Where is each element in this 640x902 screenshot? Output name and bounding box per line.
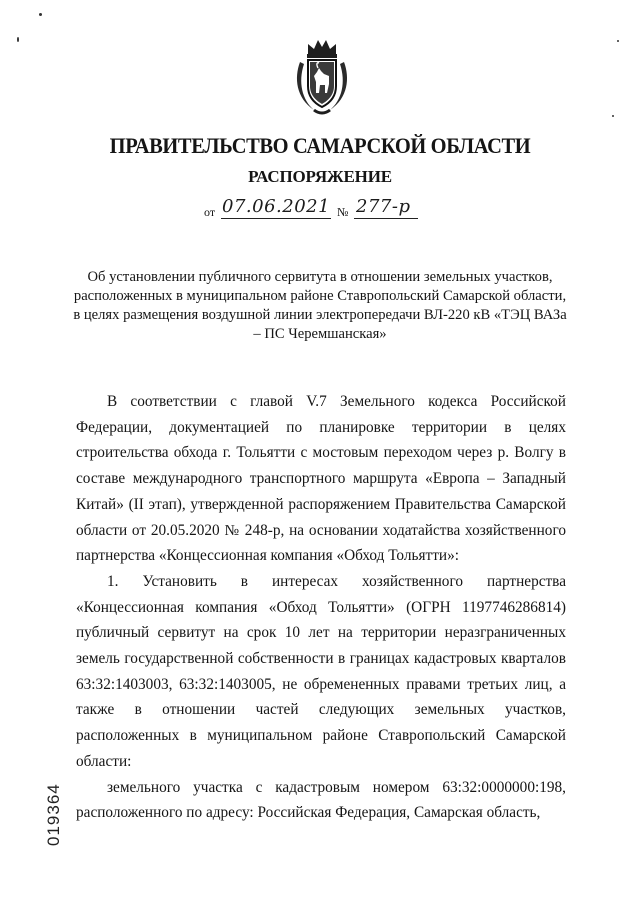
scan-speck [39, 13, 42, 16]
preamble-paragraph: В соответствии с главой V.7 Земельного кодекса Российской Федерации, документацией по планировке территории в целях строительства обхода г. Тольятти с мостовым переходом через р. Волгу в составе международного транспортного маршрута «Европа – Западный Китай» (II этап), утвержденной распоряжением Правительства Самарской области от 20.05.2020 № 248-р, на основании ходатайства хозяйственного партнерства «Концессионная компания «Обход Тольятти»: [76, 393, 566, 565]
order-number: 277-р [356, 196, 411, 217]
order-subject: Об установлении публичного сервитута в отношении земельных участков, расположенных в муниципальном районе Ставропольский Самарской области, в целях размещения воздушной линии электропередачи ВЛ-220 кВ «ТЭЦ ВАЗа – ПС Черемшанская» [73, 269, 567, 342]
scan-speck [17, 37, 19, 42]
scan-speck [617, 40, 619, 42]
date-underline [221, 218, 331, 219]
order-body [76, 389, 566, 826]
serial-number-stamp: 019364 [44, 783, 63, 846]
land-plot-paragraph: земельного участка с кадастровым номером 63:32:0000000:198, расположенного по адресу: Российская Федерация, Самарская область, [76, 778, 566, 822]
signing-date: 07.06.2021 [222, 196, 331, 217]
number-prefix: № [337, 205, 349, 219]
scan-speck [612, 115, 614, 117]
date-number-line [204, 196, 434, 220]
samara-region-coat-of-arms-icon [292, 38, 352, 116]
government-title: ПРАВИТЕЛЬСТВО САМАРСКОЙ ОБЛАСТИ [109, 133, 531, 158]
clause-1-paragraph: 1. Установить в интересах хозяйственного партнерства «Концессионная компания «Обход Тольятти» (ОГРН 1197746286814) публичный сервитут на срок 10 лет на территории неразграниченных земель государственной собственности в границах кадастровых кварталов 63:32:1403003, 63:32:1403005, не обремененных правами третьих лиц, а также в отношении частей следующих земельных участков, расположенных в муниципальном районе Ставропольский Самарской области: [76, 572, 566, 770]
document-type-heading: РАСПОРЯЖЕНИЕ [248, 167, 392, 186]
number-underline [354, 218, 418, 219]
date-prefix: от [204, 205, 216, 219]
